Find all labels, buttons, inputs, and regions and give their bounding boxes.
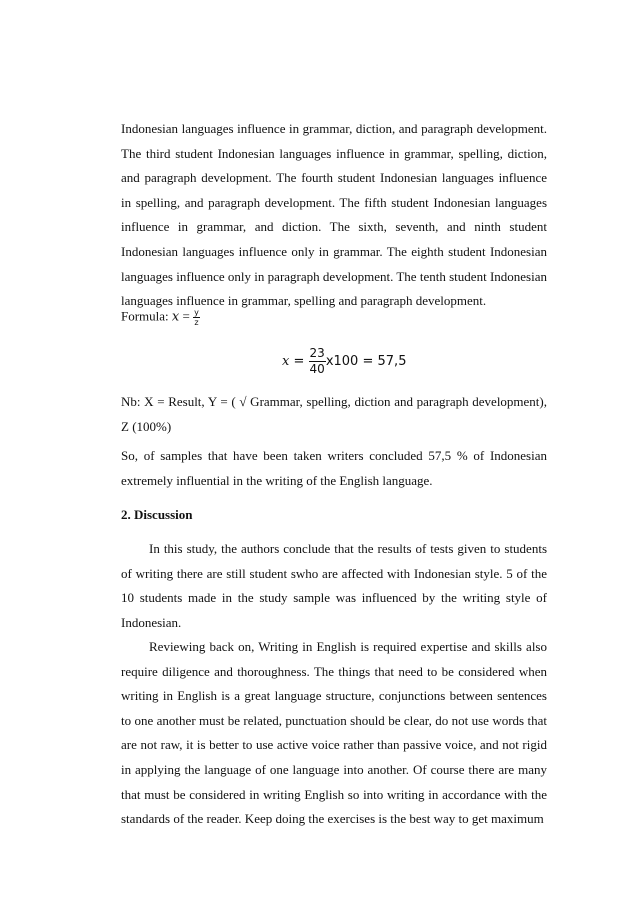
section-heading: 2. Discussion	[121, 507, 193, 522]
calc-eq: =	[293, 354, 305, 369]
calc-fraction	[309, 346, 326, 377]
calc-multiplier: x100	[325, 354, 359, 369]
formula-line	[121, 308, 200, 327]
calc-numerator: 23	[309, 346, 325, 360]
calc-result: 57,5	[377, 354, 407, 369]
formula-numerator: y	[194, 308, 199, 317]
formula-var: x	[171, 309, 180, 325]
formula-fraction	[193, 308, 200, 327]
nb-block	[121, 390, 547, 439]
body-paragraph-results	[121, 117, 547, 314]
nb-paragraph: Nb: X = Result, Y = ( √ Grammar, spelling, diction and paragraph development), Z (100%)	[121, 394, 547, 434]
formula-denominator: z	[194, 318, 199, 327]
calc-eq-2: =	[362, 354, 374, 369]
formula-label: Formula:	[121, 308, 169, 324]
discussion-paragraph-1: In this study, the authors conclude that the results of tests given to students of writing there are still student swho are affected with Indonesian style. 5 of the 10 students made in the study sample was influenced by the writing style of Indonesian.	[121, 541, 547, 630]
discussion-paragraph-2: Reviewing back on, Writing in English is required expertise and skills also require diligence and thoroughness. The things that need to be considered when writing in English is a great language structure, conjunctions between sentences to one another must be related, punctuation should be clear, do not use words that are not raw, it is better to use active voice rather than passive voice, and not rigid in applying the language of one language into another. Of course there are many that must be considered in writing English so into writing in accordance with the standards of the reader. Keep doing the exercises is the best way to get maximum	[121, 639, 547, 827]
discussion-heading-block	[121, 503, 547, 527]
calc-var: x	[282, 354, 290, 369]
formula-eq: =	[182, 308, 190, 324]
calc-denominator: 40	[309, 362, 325, 376]
formula-calculation	[282, 346, 406, 377]
discussion-p2-block	[121, 635, 547, 832]
discussion-p1-block	[121, 537, 547, 635]
conclusion-paragraph: So, of samples that have been taken writers concluded 57,5 % of Indonesian extremely influential in the writing of the English language.	[121, 448, 547, 488]
conclusion-block	[121, 444, 547, 493]
results-paragraph: Indonesian languages influence in grammar, diction, and paragraph development. The third student Indonesian languages influence in grammar, spelling, diction, and paragraph development. The fourth student Indonesian languages influence in spelling, and paragraph development. The fifth student Indonesian languages influence in grammar, and diction. The sixth, seventh, and ninth student Indonesian languages influence only in grammar. The eighth student Indonesian languages influence only in paragraph development. The tenth student Indonesian languages influence in grammar, spelling and paragraph development.	[121, 121, 547, 309]
